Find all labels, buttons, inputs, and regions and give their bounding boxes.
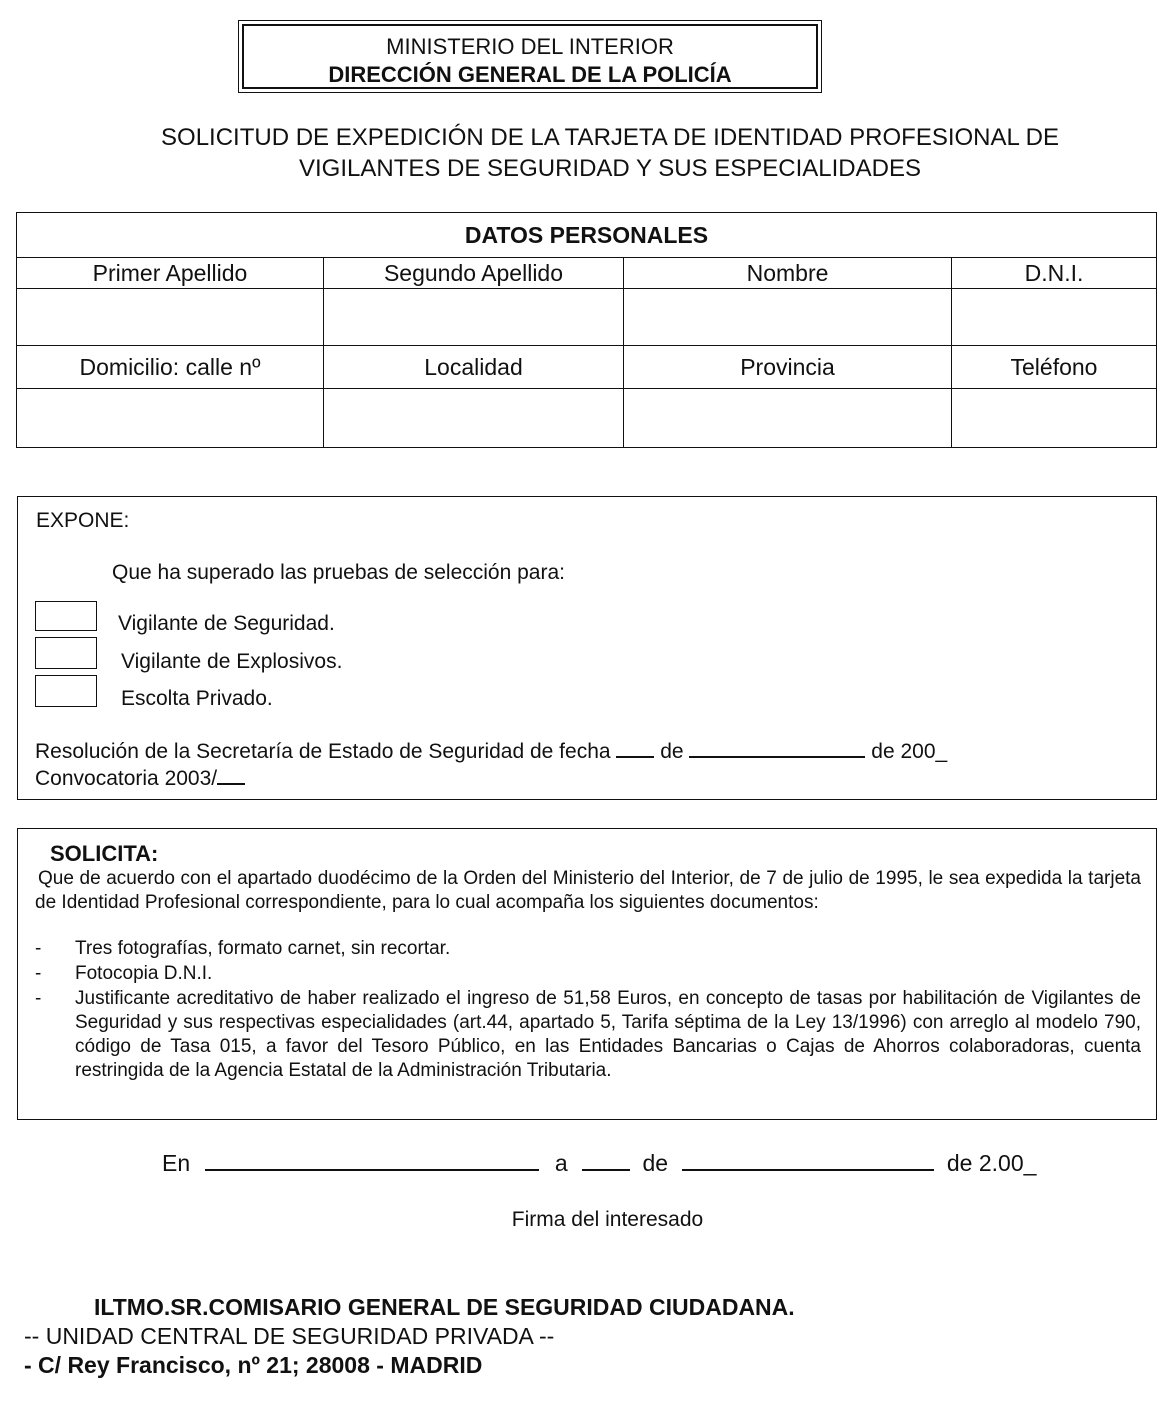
resolution-day-blank[interactable] — [616, 738, 654, 758]
day-blank[interactable] — [582, 1151, 630, 1171]
place-year: de 2.00_ — [946, 1150, 1037, 1176]
solicita-section — [17, 828, 1157, 1120]
requirement-photos: Tres fotografías, formato carnet, sin recortar. — [75, 938, 451, 959]
form-title-line1: SOLICITUD DE EXPEDICIÓN DE LA TARJETA DE IDENTIDAD PROFESIONAL DE — [161, 124, 1059, 151]
resolution-year: de 200_ — [871, 740, 948, 763]
resolution-line — [35, 738, 947, 764]
ministry-header-box — [238, 20, 822, 93]
addressee-unit: -- UNIDAD CENTRAL DE SEGURIDAD PRIVADA -- — [24, 1323, 555, 1349]
field-telefono[interactable] — [952, 389, 1157, 448]
col-localidad: Localidad — [324, 346, 624, 389]
month-blank[interactable] — [682, 1151, 934, 1171]
field-dni[interactable] — [952, 289, 1157, 346]
solicita-intro — [35, 867, 1141, 915]
col-segundo-apellido: Segundo Apellido — [324, 258, 624, 289]
expone-label: EXPONE: — [36, 509, 130, 532]
resolution-de: de — [660, 740, 684, 763]
header-inner-frame — [242, 24, 818, 89]
col-primer-apellido: Primer Apellido — [17, 258, 324, 289]
option-escolta-privado: Escolta Privado. — [121, 687, 273, 710]
place-date-line — [162, 1150, 1036, 1177]
requirement-dash: - — [35, 988, 42, 1009]
checkbox-vigilante-explosivos[interactable] — [35, 637, 97, 669]
personal-data-heading: DATOS PERSONALES — [17, 213, 1157, 258]
field-localidad[interactable] — [324, 389, 624, 448]
convocatoria-label: Convocatoria 2003/ — [35, 767, 218, 790]
solicita-intro-text: Que de acuerdo con el apartado duodécimo de la Orden del Ministerio del Interior, de 7 de julio de 1995, le sea expedida la tarjeta de Identidad Profesional correspondiente, para lo cual acompaña los siguientes documentos: — [35, 868, 1141, 913]
resolution-prefix: Resolución de la Secretaría de Estado de Seguridad de fecha — [35, 740, 611, 763]
requirement-dni-copy: Fotocopia D.N.I. — [75, 963, 213, 984]
field-domicilio[interactable] — [17, 389, 324, 448]
personal-data-table — [16, 212, 1157, 448]
place-blank[interactable] — [205, 1151, 539, 1171]
field-provincia[interactable] — [624, 389, 952, 448]
col-dni: D.N.I. — [952, 258, 1157, 289]
col-provincia: Provincia — [624, 346, 952, 389]
form-title-line2: VIGILANTES DE SEGURIDAD Y SUS ESPECIALIDADES — [299, 155, 921, 182]
col-telefono: Teléfono — [952, 346, 1157, 389]
requirement-dash: - — [35, 938, 42, 959]
col-domicilio: Domicilio: calle nº — [17, 346, 324, 389]
addressee-title: ILTMO.SR.COMISARIO GENERAL DE SEGURIDAD CIUDADANA. — [94, 1294, 795, 1320]
directorate-name: DIRECCIÓN GENERAL DE LA POLICÍA — [328, 62, 732, 87]
ministry-name: MINISTERIO DEL INTERIOR — [386, 34, 674, 59]
field-segundo-apellido[interactable] — [324, 289, 624, 346]
option-vigilante-seguridad: Vigilante de Seguridad. — [118, 612, 335, 635]
place-a: a — [554, 1150, 568, 1176]
option-vigilante-explosivos: Vigilante de Explosivos. — [121, 650, 343, 673]
col-nombre: Nombre — [624, 258, 952, 289]
checkbox-vigilante-seguridad[interactable] — [35, 601, 97, 631]
convocatoria-line — [35, 765, 245, 791]
convocatoria-blank[interactable] — [217, 765, 245, 785]
expone-intro: Que ha superado las pruebas de selección para: — [112, 561, 565, 584]
solicita-label: SOLICITA: — [50, 841, 159, 866]
expone-section — [17, 496, 1157, 800]
requirement-fee-receipt: Justificante acreditativo de haber realizado el ingreso de 51,58 Euros, en concepto de tasas por habilitación de Vigilantes de Seguridad y sus respectivas especialidades (art.44, apartado 5, Tarifa séptima de la Ley 13/1996) con arreglo al modelo 790, código de Tasa 015, a favor del Tesoro Público, en las Entidades Bancarias o Cajas de Ahorros colaboradoras, cuenta restringida de la Agencia Estatal de la Administración Tributaria. — [75, 988, 1141, 1081]
place-de: de — [642, 1150, 669, 1176]
field-primer-apellido[interactable] — [17, 289, 324, 346]
addressee-address: - C/ Rey Francisco, nº 21; 28008 - MADRID — [24, 1352, 483, 1378]
checkbox-escolta-privado[interactable] — [35, 675, 97, 707]
place-en: En — [162, 1150, 191, 1176]
signature-label: Firma del interesado — [511, 1208, 704, 1231]
field-nombre[interactable] — [624, 289, 952, 346]
resolution-month-blank[interactable] — [689, 738, 865, 758]
requirement-dash: - — [35, 963, 42, 984]
